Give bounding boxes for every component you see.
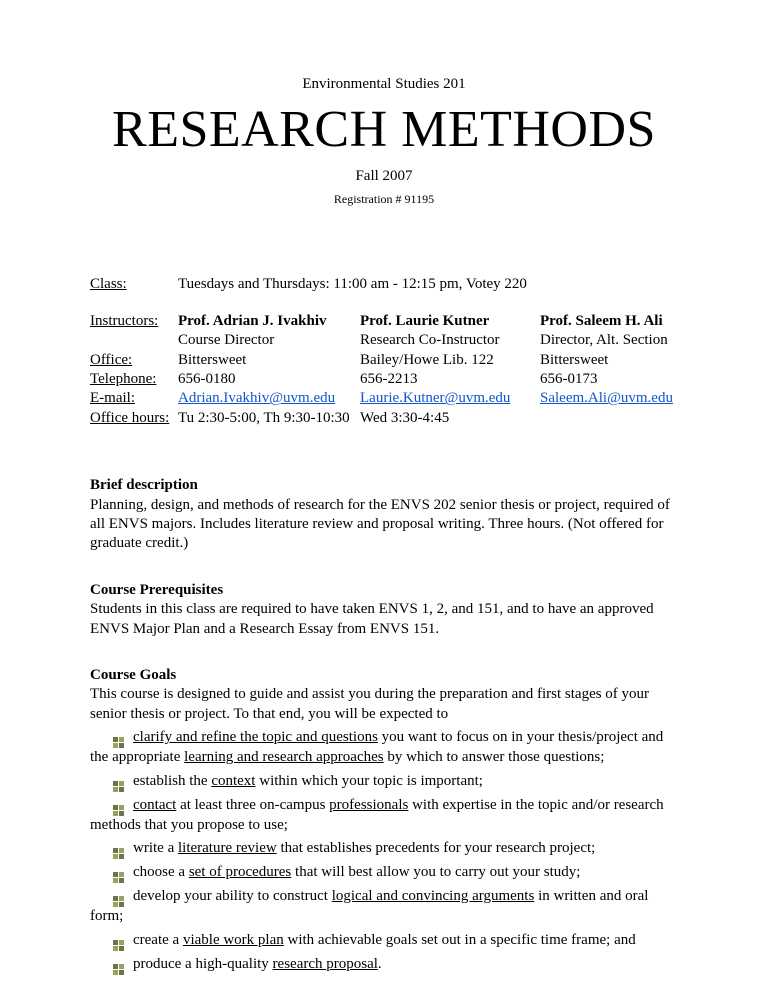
office-hours: Wed 3:30-4:45: [360, 409, 450, 426]
squares-bullet-icon: [113, 805, 124, 816]
goal-item: [90, 728, 678, 767]
squares-bullet-icon: [113, 940, 124, 951]
instructor-name: Prof. Saleem H. Ali: [540, 312, 663, 329]
squares-bullet-icon: [113, 872, 124, 883]
section-heading: Brief description: [90, 477, 198, 494]
goal-run: viable work plan: [182, 931, 284, 948]
goal-run: produce a high-quality: [133, 955, 273, 972]
section-body: Students in this class are required to have taken ENVS 1, 2, and 151, and to have an approved ENVS Major Plan and a Research Essay from ENVS 151.: [90, 601, 654, 637]
goal-item: [90, 772, 678, 792]
office-label: Office:: [90, 351, 133, 368]
instructor-role: Research Co-Instructor: [360, 332, 500, 349]
class-value: Tuesdays and Thursdays: 11:00 am - 12:15 pm, Votey 220: [178, 276, 527, 293]
email-link[interactable]: Laurie.Kutner@uvm.edu: [360, 390, 511, 407]
section-prerequisites: [90, 581, 678, 639]
office-location: Bittersweet: [540, 351, 609, 368]
section-brief-description: [90, 476, 678, 554]
office-location: Bailey/Howe Lib. 122: [360, 351, 494, 368]
goal-run: that establishes precedents for your research project;: [276, 840, 596, 857]
goal-run: context: [211, 772, 256, 789]
goal-run: by which to answer those questions;: [383, 749, 605, 766]
instructor-role: Course Director: [178, 332, 275, 349]
telephone-number: 656-2213: [360, 371, 418, 387]
goal-run: clarify and refine the topic and questions: [133, 729, 378, 746]
office-hours-label: Office hours:: [90, 409, 170, 426]
goal-run: learning and research approaches: [184, 749, 384, 766]
goal-run: develop your ability to construct: [133, 888, 332, 905]
office-location: Bittersweet: [178, 351, 247, 368]
goal-run: literature review: [177, 840, 277, 857]
goal-item: [90, 955, 678, 975]
email-cell: [178, 389, 360, 408]
goal-item: [90, 839, 678, 859]
goal-run: research proposal: [272, 955, 378, 972]
email-cell: [360, 389, 540, 408]
section-body: Planning, design, and methods of research for the ENVS 202 senior thesis or project, required of all ENVS majors. Includes literature review and proposal writing. Three hours. (Not offered for graduate credit.): [90, 496, 670, 552]
goal-item: [90, 863, 678, 883]
goal-run: contact: [133, 796, 177, 813]
squares-bullet-icon: [113, 737, 124, 748]
goals-list: [90, 728, 678, 974]
squares-bullet-icon: [113, 896, 124, 907]
goal-run: with expertise in the topic and/or research methods that you propose to use;: [90, 796, 664, 833]
squares-bullet-icon: [113, 781, 124, 792]
document-title: RESEARCH METHODS: [112, 101, 656, 159]
section-heading: Course Prerequisites: [90, 581, 224, 598]
goal-run: write a: [133, 840, 178, 857]
contact-table: [90, 312, 678, 428]
squares-bullet-icon: [113, 964, 124, 975]
office-hours: [540, 409, 678, 428]
office-hours: Tu 2:30-5:00, Th 9:30-10:30: [178, 409, 350, 426]
telephone-label: Telephone:: [90, 371, 157, 387]
goal-item: [90, 887, 678, 926]
telephone-number: 656-0173: [540, 371, 598, 387]
goal-item: [90, 796, 678, 835]
telephone-number: 656-0180: [178, 371, 236, 387]
class-label: Class:: [90, 276, 127, 293]
document-header: [90, 75, 678, 209]
goal-run: choose a: [133, 864, 189, 881]
email-link[interactable]: Saleem.Ali@uvm.edu: [540, 390, 673, 407]
goal-item: [90, 931, 678, 951]
goal-run: logical and convincing arguments: [331, 888, 535, 905]
empty-cell: [90, 331, 178, 350]
email-cell: [540, 389, 678, 408]
goal-run: establish the: [133, 772, 212, 789]
goal-run: set of procedures: [188, 864, 292, 881]
email-link[interactable]: Adrian.Ivakhiv@uvm.edu: [178, 390, 336, 407]
goal-run: create a: [133, 931, 183, 948]
goal-run: you want to focus on in your thesis/project and the appropriate: [90, 729, 664, 766]
goals-intro: This course is designed to guide and assist you during the preparation and first stages of your senior thesis or project. To that end, you will be expected to: [90, 686, 650, 722]
goal-run: professionals: [329, 796, 409, 813]
instructors-label: Instructors:: [90, 312, 159, 329]
term: Fall 2007: [355, 167, 413, 184]
registration-number: Registration # 91195: [333, 191, 435, 206]
squares-bullet-icon: [113, 848, 124, 859]
instructor-name: Prof. Adrian J. Ivakhiv: [178, 312, 327, 329]
section-course-goals: [90, 666, 678, 974]
goal-run: in written and oral form;: [90, 888, 649, 925]
instructor-name: Prof. Laurie Kutner: [360, 312, 490, 329]
email-label: E-mail:: [90, 390, 135, 407]
class-info-row: [90, 275, 678, 294]
course-number: Environmental Studies 201: [302, 76, 466, 92]
goal-run: within which your topic is important;: [255, 772, 483, 789]
goal-run: at least three on-campus: [176, 796, 330, 813]
goal-run: with achievable goals set out in a specific time frame; and: [283, 931, 636, 948]
goal-run: that will best allow you to carry out your study;: [291, 864, 581, 881]
section-heading: Course Goals: [90, 667, 177, 684]
instructor-role: Director, Alt. Section: [540, 332, 668, 349]
goal-run: .: [377, 955, 382, 972]
